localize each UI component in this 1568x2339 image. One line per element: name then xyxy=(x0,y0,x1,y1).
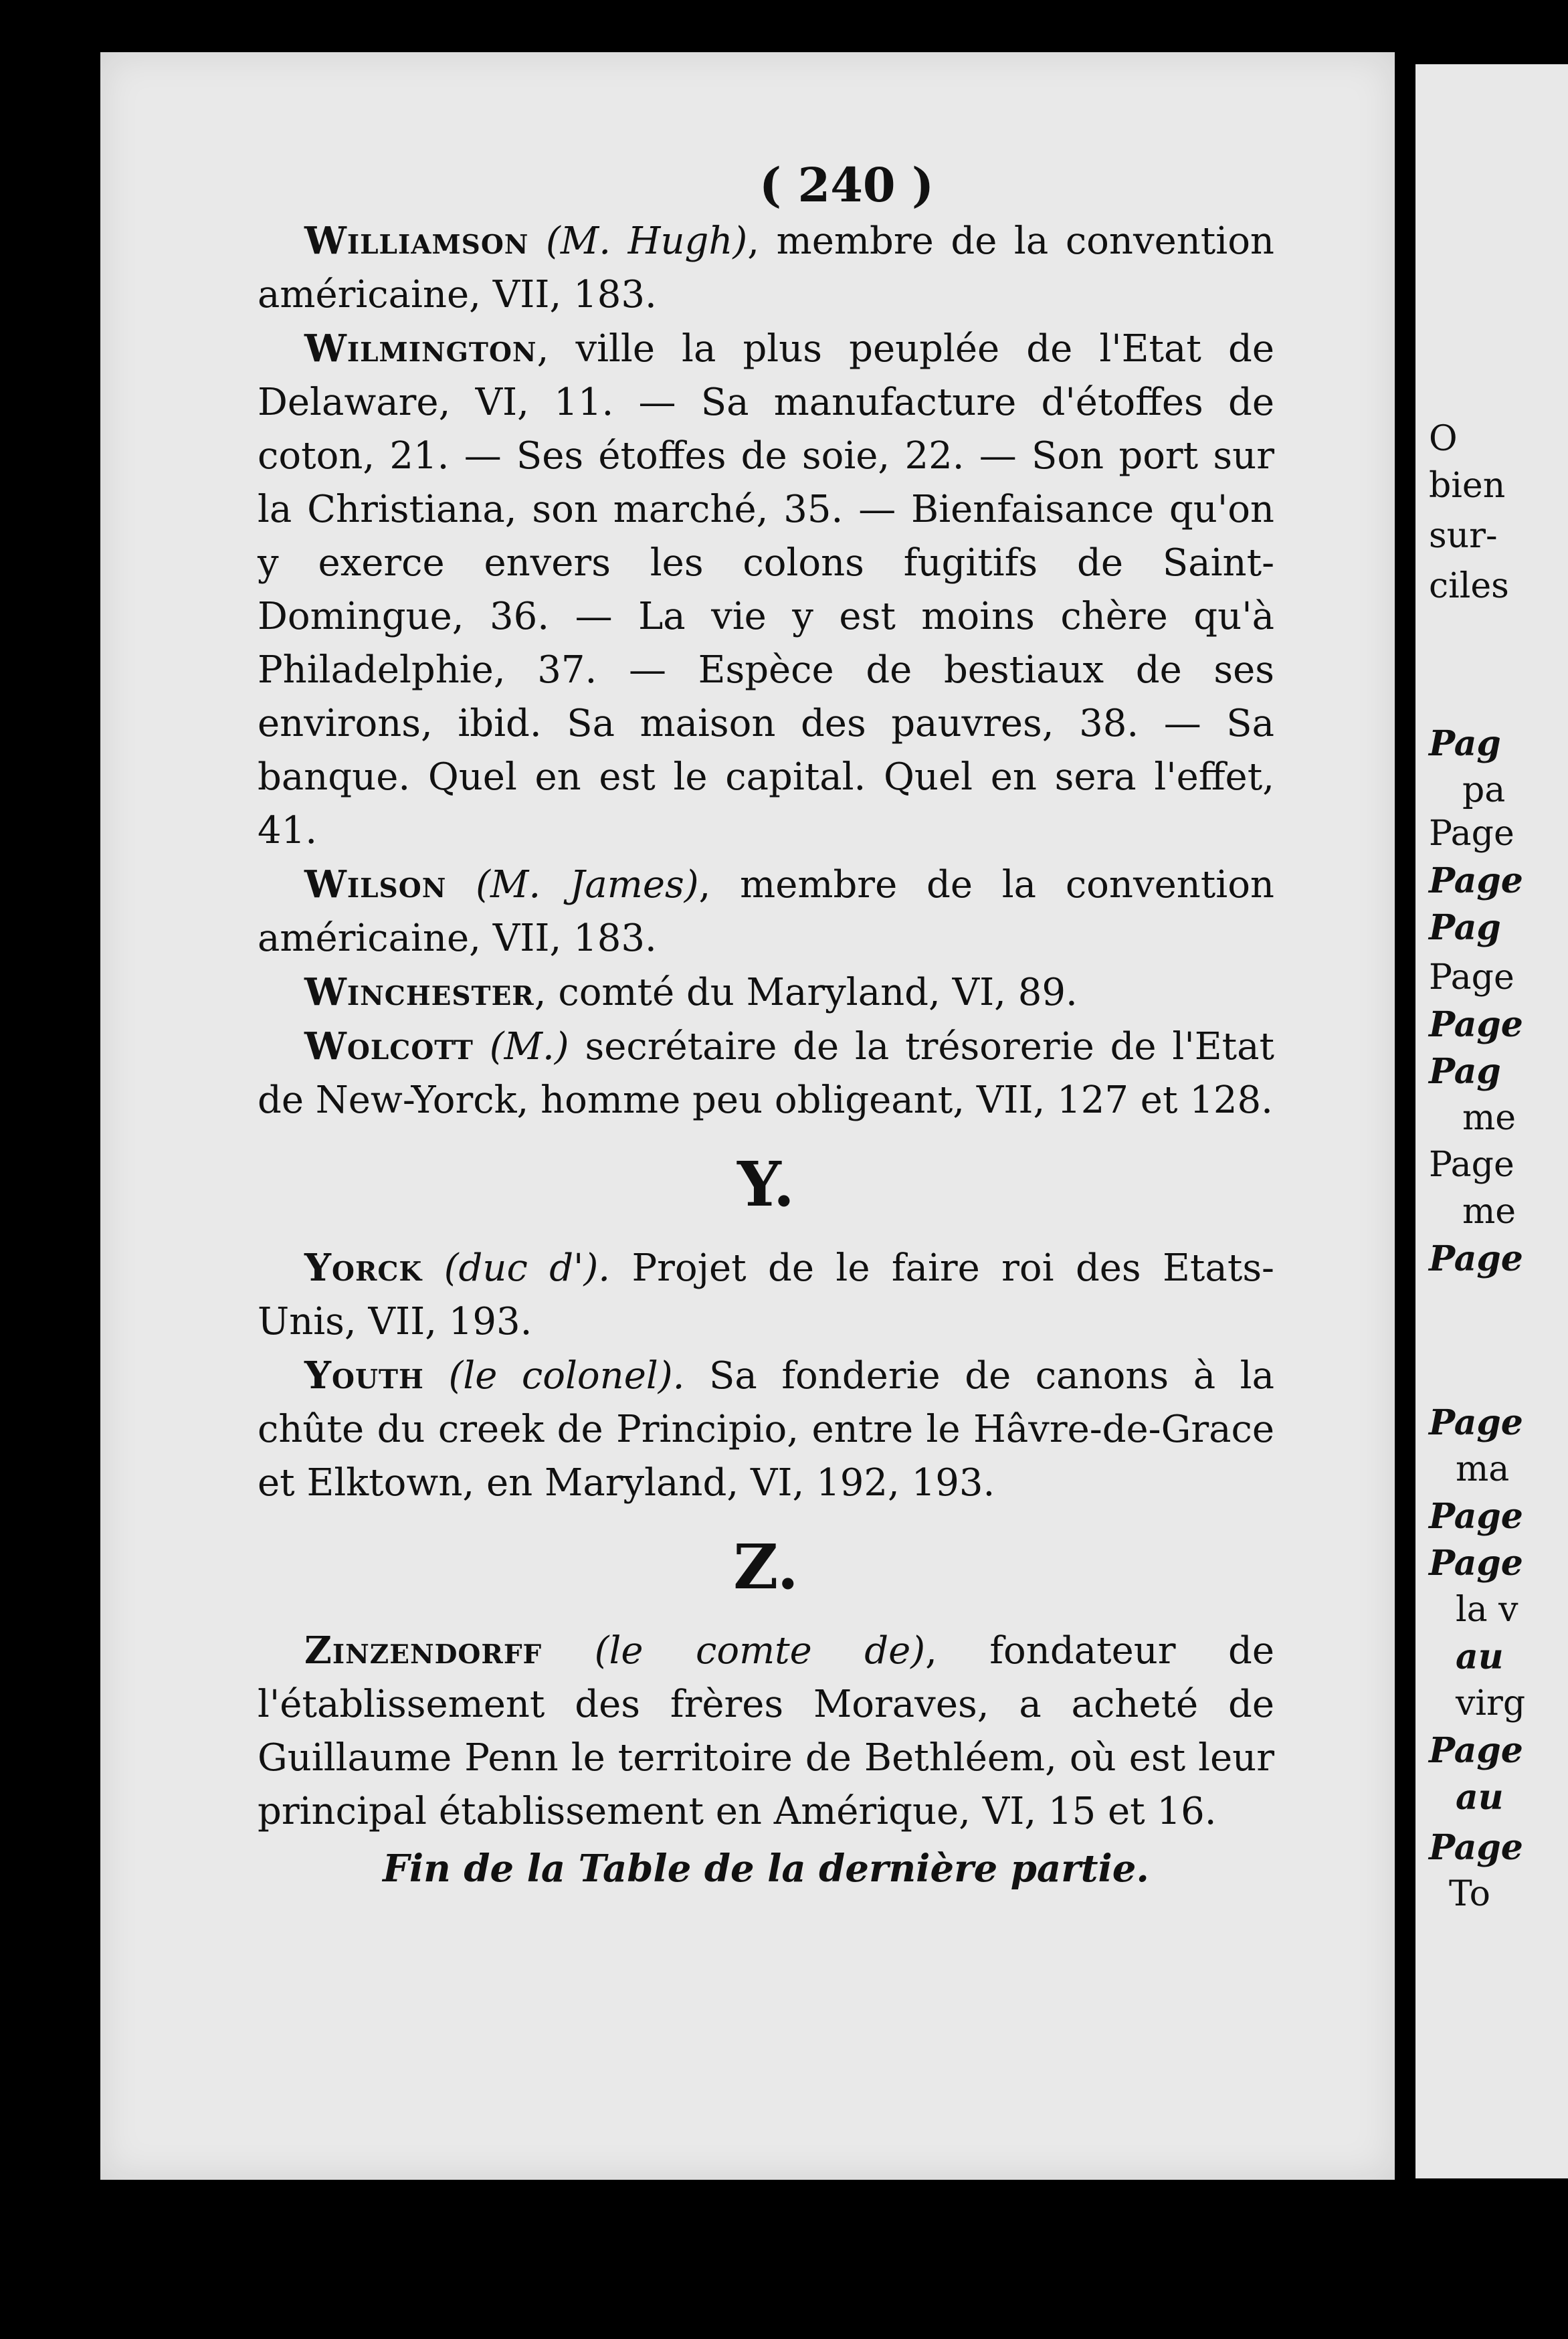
right-fragment: sur- xyxy=(1429,516,1498,556)
entry-title: (M. James) xyxy=(476,863,699,907)
right-fragment: ciles xyxy=(1429,566,1509,606)
index-entry xyxy=(258,1349,1274,1510)
entry-name: Wilson xyxy=(304,862,447,907)
entry-title: (M.) xyxy=(489,1025,569,1068)
entry-name: Zinzendorff xyxy=(304,1628,543,1673)
index-entry xyxy=(258,1020,1274,1127)
entry-name: Winchester xyxy=(304,970,534,1014)
right-fragment: Page xyxy=(1429,814,1514,854)
index-entry xyxy=(258,214,1274,322)
entry-detail: Sa fonderie de canons à la chûte du creek de Principio, entre le Hâvre-de-Grace et Elktown, en Maryland, VI, 192, 193. xyxy=(258,1354,1274,1505)
entry-detail: , fondateur de l'établissement des frères Moraves, a acheté de Guillaume Penn le territoire de Bethléem, où est leur principal établissement en Amérique, VI, 15 et 16. xyxy=(258,1629,1274,1833)
right-fragment: me xyxy=(1462,1192,1516,1232)
right-fragment: ma xyxy=(1456,1449,1510,1489)
right-fragment: Page xyxy=(1429,1004,1523,1045)
right-fragment: Page xyxy=(1429,860,1523,901)
right-page-fragment xyxy=(1415,64,1568,2178)
right-fragment: Page xyxy=(1429,957,1514,998)
right-fragment: pa xyxy=(1462,770,1506,810)
right-fragment: au xyxy=(1456,1636,1504,1677)
entry-name: Yorck xyxy=(304,1246,423,1290)
entry-name: Wolcott xyxy=(304,1024,474,1068)
entry-title: (M. Hugh) xyxy=(546,219,748,263)
right-fragment: la v xyxy=(1456,1590,1518,1630)
right-fragment: bien xyxy=(1429,466,1506,506)
section-letter-y: Y. xyxy=(737,1148,795,1220)
entry-detail: secrétaire de la trésorerie de l'Etat de New-Yorck, homme peu obligeant, VII, 127 et 128. xyxy=(258,1025,1274,1122)
right-fragment: au xyxy=(1456,1777,1504,1818)
right-fragment: Page xyxy=(1429,1827,1523,1868)
entry-name: Wilmington xyxy=(304,326,537,371)
right-fragment: Page xyxy=(1429,1543,1523,1584)
right-fragment: O xyxy=(1429,419,1458,459)
right-fragment: Pag xyxy=(1429,907,1501,948)
index-entries xyxy=(258,214,1274,1899)
right-fragment: Page xyxy=(1429,1730,1523,1771)
entry-detail: Projet de le faire roi des Etats-Unis, VII, 193. xyxy=(258,1246,1274,1343)
section-letter-z: Z. xyxy=(733,1531,799,1603)
page-number: ( 240 ) xyxy=(759,157,935,213)
entry-title: (duc d'). xyxy=(444,1246,611,1290)
index-entry xyxy=(258,322,1274,858)
entry-name: Youth xyxy=(304,1353,424,1398)
right-fragment: Pag xyxy=(1429,723,1501,764)
entry-title: (le colonel). xyxy=(448,1354,685,1398)
right-fragment: Page xyxy=(1429,1238,1523,1279)
end-of-table-note: Fin de la Table de la dernière partie. xyxy=(383,1847,1149,1891)
right-fragment: Pag xyxy=(1429,1051,1501,1092)
right-fragment: Page xyxy=(1429,1496,1523,1537)
index-entry xyxy=(258,1241,1274,1349)
right-fragment: Page xyxy=(1429,1145,1514,1185)
right-fragment: virg xyxy=(1456,1683,1526,1723)
entry-detail: , ville la plus peuplée de l'Etat de Delaware, VI, 11. — Sa manufacture d'étoffes de coton, 21. — Ses étoffes de soie, 22. — Son port sur la Christiana, son marché, 35. — Bienfaisance qu'on y exerce envers les colons fugitifs de Saint-Domingue, 36. — La vie y est moins chère qu'à Philadelphie, 37. — Espèce de bestiaux de ses environs, ibid. Sa maison des pauvres, 38. — Sa banque. Quel en est le capital. Quel en sera l'effet, 41. xyxy=(258,327,1274,852)
entry-detail: , comté du Maryland, VI, 89. xyxy=(534,971,1078,1014)
index-entry xyxy=(258,1624,1274,1839)
index-entry xyxy=(258,858,1274,965)
entry-title: (le comte de) xyxy=(594,1629,926,1673)
index-entry xyxy=(258,965,1274,1020)
entry-detail: , membre de la convention américaine, VII, 183. xyxy=(258,219,1275,316)
entry-detail: , membre de la convention américaine, VII, 183. xyxy=(258,863,1274,960)
right-fragment: me xyxy=(1462,1098,1516,1138)
entry-name: Williamson xyxy=(304,219,529,263)
right-fragment: Page xyxy=(1429,1402,1523,1443)
right-fragment: To xyxy=(1449,1874,1490,1914)
